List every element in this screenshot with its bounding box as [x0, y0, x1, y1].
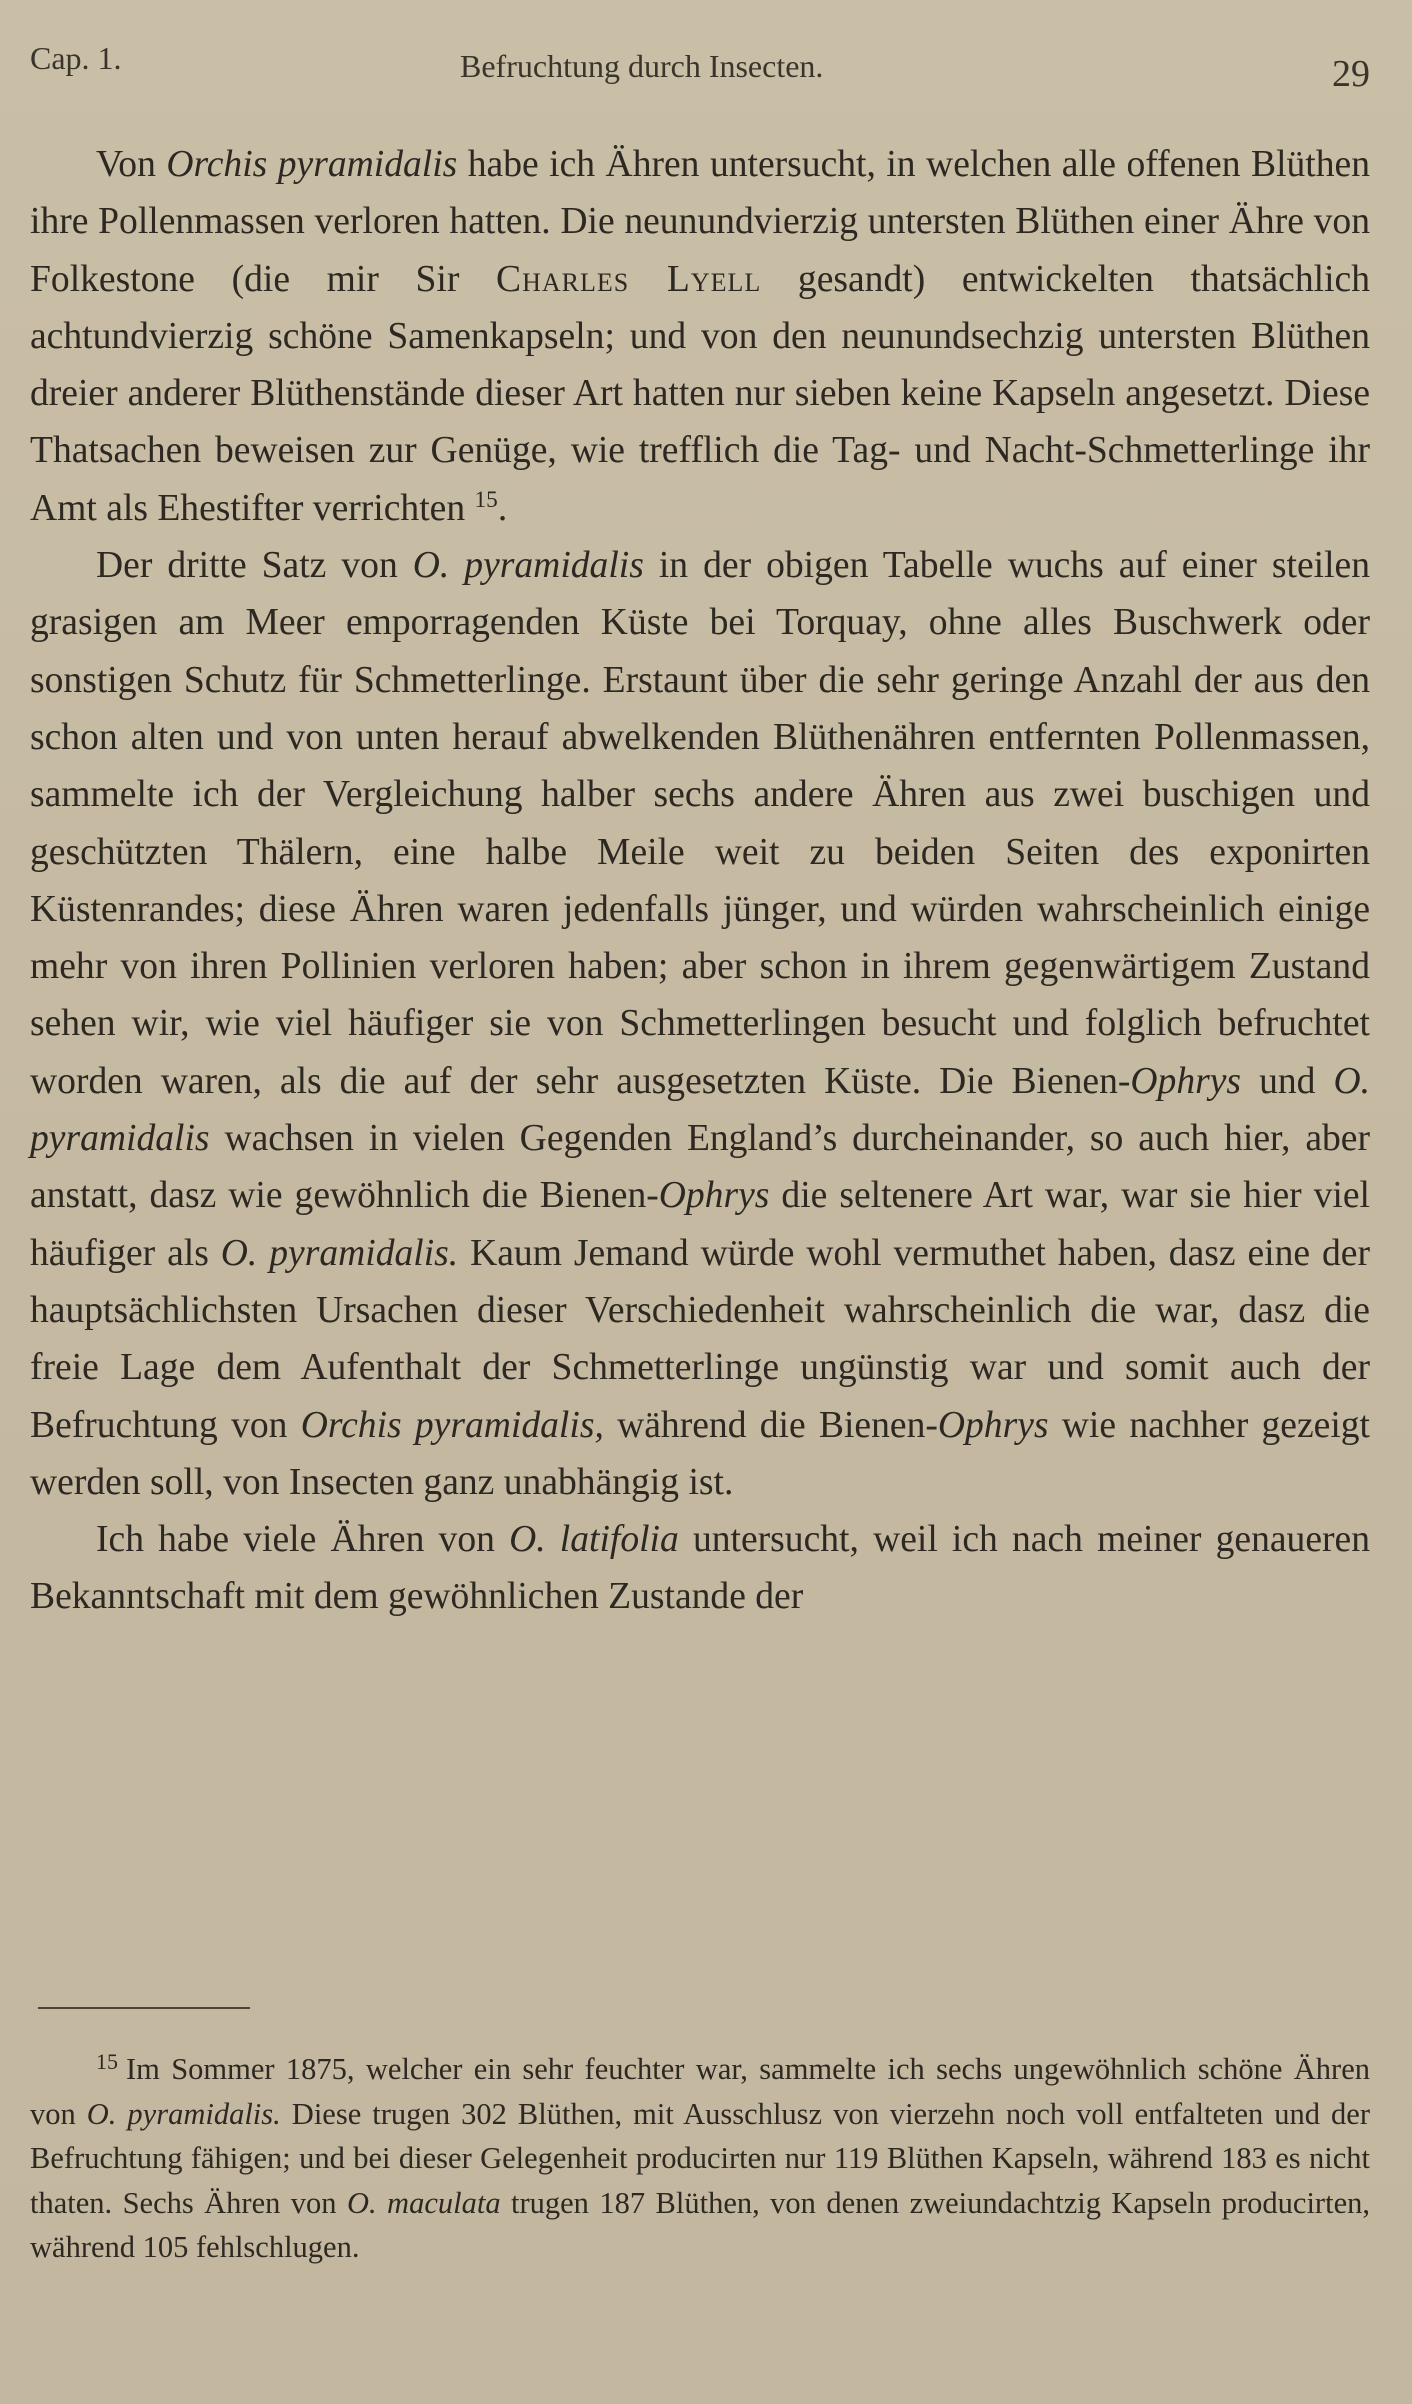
- italic-term: Ophrys: [658, 1175, 770, 1217]
- text-run: untersucht, weil ich nach meiner genaueren Bekanntschaft mit dem gewöhnlichen Zustande der: [30, 1519, 1370, 1618]
- text-run: gesandt) entwickelten thatsächlich achtundvierzig schöne Samenkapseln; und von den neunundsechzig untersten Blüthen dreier anderer Blüthenstände dieser Art hatten nur sieben keine Kapseln angesetzt. Diese Thatsachen beweisen zur Genüge, wie trefflich die Tag- und Nacht-Schmetterlinge ihr Amt als Ehestifter verrichten: [30, 258, 1370, 529]
- footnote-15: [30, 2047, 1370, 2270]
- italic-term: O. pyramidalis: [412, 545, 644, 587]
- text-run: Ich habe viele Ähren von: [96, 1519, 510, 1561]
- footnote-number: 15: [96, 2049, 118, 2075]
- text-run: Diese trugen 302 Blüthen, mit Ausschlusz von vierzehn noch voll entfalteten und der Befruchtung fähigen; und bei dieser Gelegenheit producirten nur 119 Blüthen Kapseln, während 183 es nicht thaten. Sechs Ähren von: [30, 2096, 1371, 2220]
- footnote-divider: [38, 2007, 250, 2009]
- text-run: .: [497, 487, 508, 529]
- text-run: während die Bienen-: [603, 1404, 938, 1446]
- text-run: Im Sommer 1875, welcher ein sehr feuchter war, sammelte ich sechs ungewöhnlich schöne Ähren von: [30, 2052, 1370, 2131]
- text-run: habe ich Ähren untersucht, in welchen alle offenen Blüthen ihre Pollenmassen verloren hatten. Die neunundvierzig untersten Blüthen einer Ähre von Folkestone (die mir Sir: [30, 144, 1370, 300]
- small-caps-name: Charles Lyell: [496, 258, 762, 300]
- text-run: wachsen in vielen Gegenden England’s durcheinander, so auch hier, aber anstatt, dasz wie gewöhnlich die Bienen-: [30, 1118, 1370, 1217]
- text-run: wie nachher gezeigt werden soll, von Insecten ganz unabhängig ist.: [30, 1404, 1370, 1503]
- italic-term: Ophrys: [1130, 1060, 1242, 1102]
- italic-term: O. pyramidalis: [30, 1060, 1370, 1160]
- running-title: Befruchtung durch Insecten.: [460, 48, 824, 84]
- chapter-label: Cap. 1.: [30, 40, 122, 76]
- text-run: Von: [96, 144, 167, 185]
- text-run: Kaum Jemand würde wohl vermuthet haben, dasz eine der hauptsächlichsten Ursachen dieser Verschiedenheit wahrscheinlich die war, dasz die freie Lage dem Aufenthalt der Schmetterlinge ungünstig war und somit auch der Befruchtung von: [30, 1232, 1370, 1446]
- text-run: und: [1241, 1060, 1334, 1102]
- text-run: in der obigen Tabelle wuchs auf einer steilen grasigen am Meer emporragenden Küste bei Torquay, ohne alles Buschwerk oder sonstigen Schutz für Schmetterlinge. Erstaunt über die sehr geringe Anzahl der aus den schon alten und von unten herauf abwelkenden Blüthenähren entfernten Pollenmassen, sammelte ich der Vergleichung halber sechs andere Ähren aus zwei buschigen und geschützten Thälern, eine halbe Meile weit zu beiden Seiten des exponirten Küstenrandes; diese Ähren waren jedenfalls jünger, und würden wahrscheinlich einige mehr von ihren Pollinien verloren haben; aber schon in ihrem gegenwärtigem Zustand sehen wir, wie viel häufiger sie von Schmetterlingen besucht und folglich befruchtet worden waren, als die auf der sehr ausgesetzten Küste. Die Bienen-: [30, 545, 1370, 1102]
- body-text: [30, 136, 1370, 1626]
- italic-term: O. pyramidalis.: [220, 1232, 459, 1274]
- page-number: 29: [1332, 53, 1370, 95]
- footnote-paragraph: [30, 2047, 1370, 2270]
- text-run: die seltenere Art war, war sie hier viel häufiger als: [30, 1175, 1370, 1274]
- italic-term: Ophrys: [937, 1404, 1049, 1446]
- paragraph-3: [30, 1511, 1370, 1626]
- italic-term: O. pyramidalis.: [86, 2096, 281, 2131]
- paragraph-1: [30, 136, 1370, 537]
- text-run: Der dritte Satz von: [96, 545, 413, 587]
- footnote-reference[interactable]: 15: [474, 486, 498, 513]
- italic-term: O. latifolia: [509, 1519, 679, 1561]
- italic-term: Orchis pyramidalis,: [300, 1404, 604, 1446]
- italic-term: Orchis pyramidalis: [166, 144, 458, 185]
- italic-term: O. maculata: [346, 2185, 501, 2220]
- running-header: [30, 32, 1370, 95]
- text-run: trugen 187 Blüthen, von denen zweiundachtzig Kapseln producirten, während 105 fehlschlugen.: [30, 2185, 1370, 2264]
- paragraph-2: [30, 537, 1370, 1511]
